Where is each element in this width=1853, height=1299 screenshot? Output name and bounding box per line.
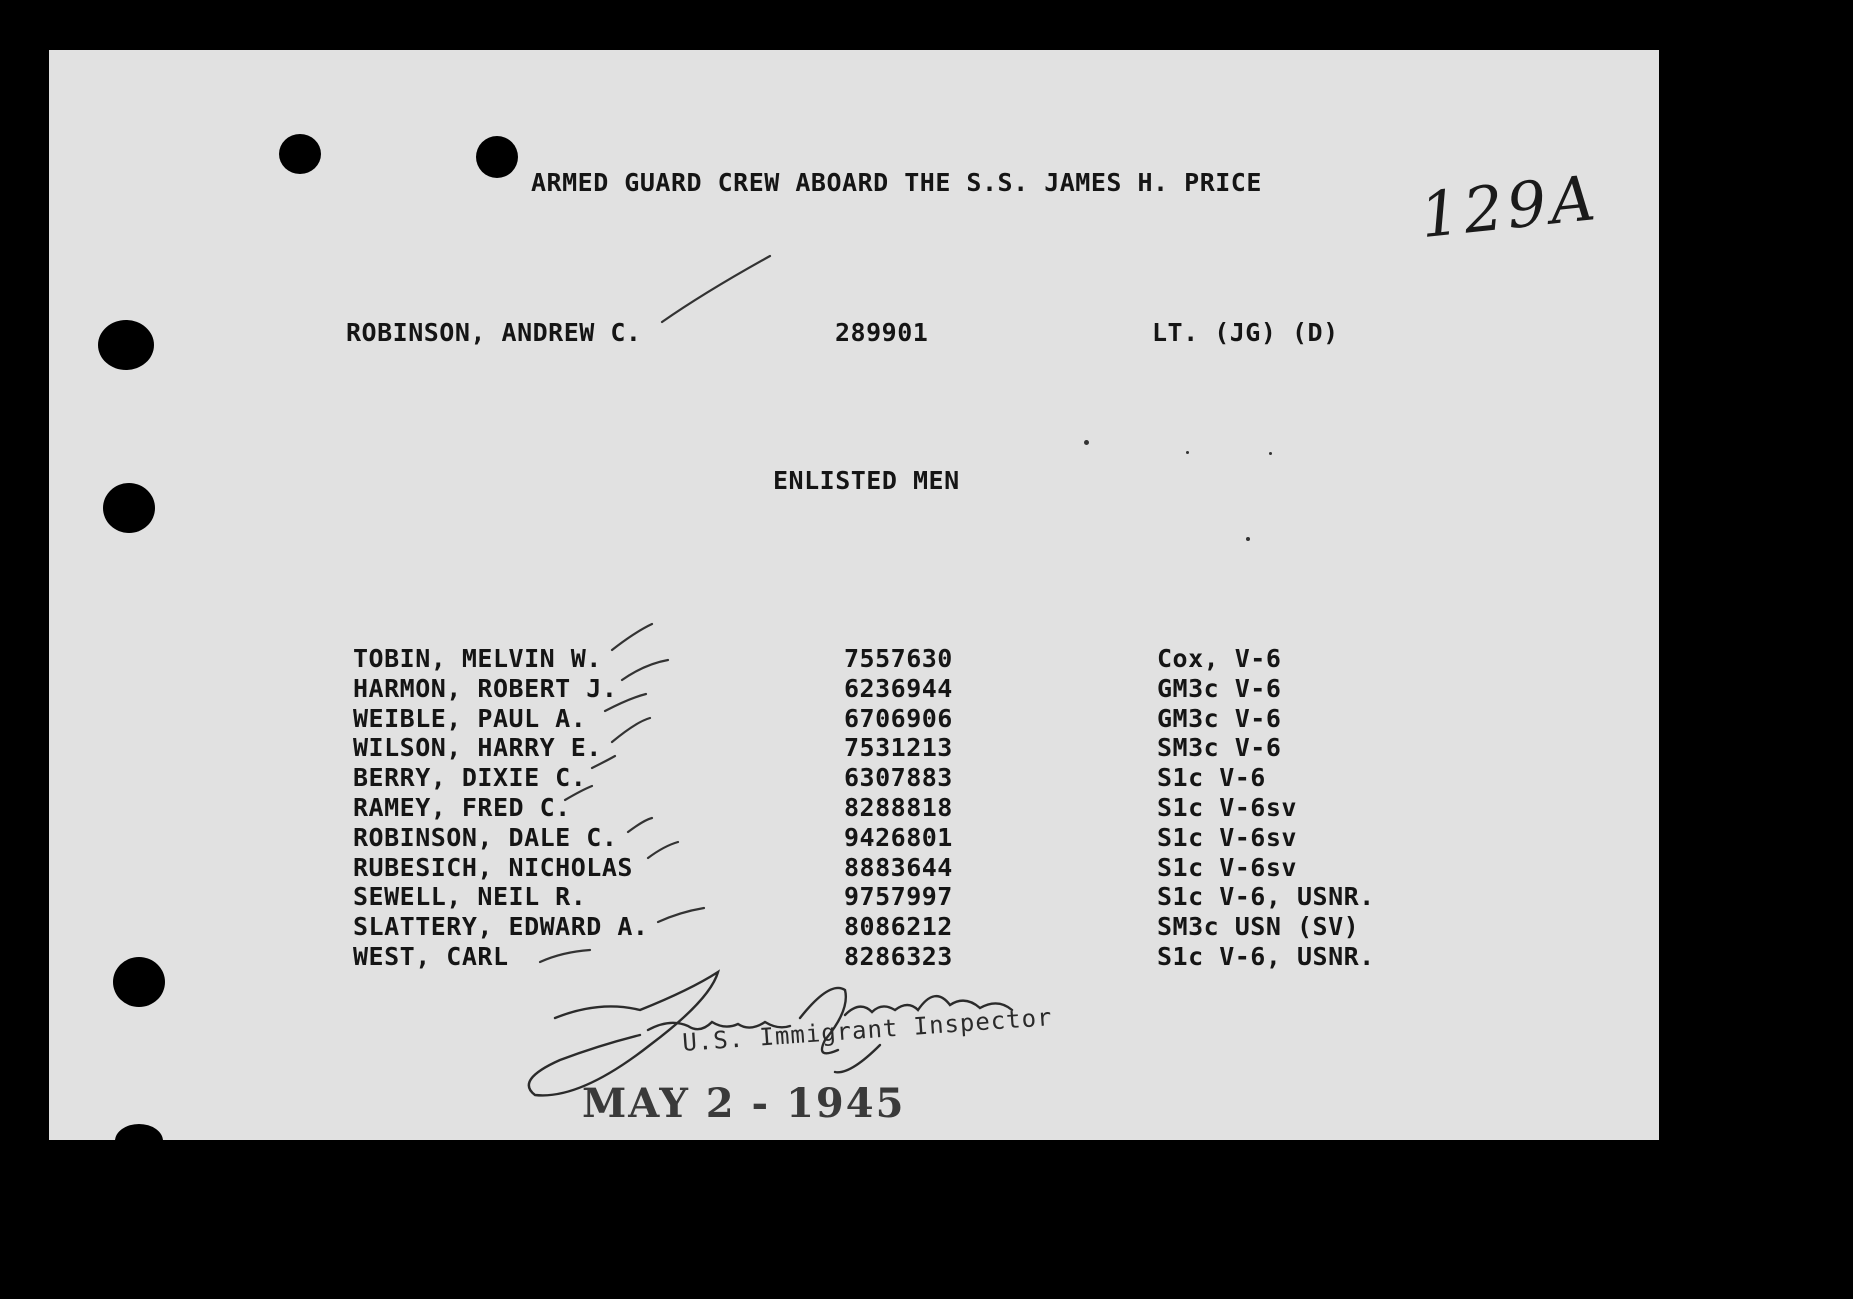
crew-service-number: 6307883 [844,763,953,793]
paper-speck [1186,451,1189,454]
crew-name: ROBINSON, DALE C. [353,822,618,852]
date-stamp: MAY 2 - 1945 [582,1080,906,1127]
list-item [353,674,1403,704]
document-page [49,50,1659,1140]
list-item [353,763,1403,793]
crew-name: WILSON, HARRY E. [353,733,602,763]
paper-speck [1084,440,1089,445]
paper-speck [1246,537,1250,541]
officer-name: ROBINSON, ANDREW C. [346,318,642,347]
list-item [353,704,1403,734]
list-item [353,793,1403,823]
crew-name: WEIBLE, PAUL A. [353,703,587,733]
crew-rate: S1c V-6sv [1157,822,1297,852]
crew-service-number: 8086212 [844,912,953,942]
list-item [353,912,1403,942]
crew-rate: S1c V-6sv [1157,852,1297,882]
document-title: ARMED GUARD CREW ABOARD THE S.S. JAMES H. PRICE [531,168,1262,197]
crew-rate: S1c V-6, USNR. [1157,941,1375,971]
crew-name: HARMON, ROBERT J. [353,673,618,703]
enlisted-men-list [353,644,1403,972]
list-item [353,644,1403,674]
punch-hole-left-3 [113,957,165,1007]
crew-rate: GM3c V-6 [1157,703,1282,733]
punch-hole-left-1 [98,320,154,370]
crew-name: SEWELL, NEIL R. [353,882,587,912]
list-item [353,823,1403,853]
crew-name: BERRY, DIXIE C. [353,763,587,793]
crew-service-number: 8288818 [844,792,953,822]
handwritten-document-number: 129A [1416,160,1603,253]
crew-rate: SM3c V-6 [1157,733,1282,763]
inspector-stamp: U.S. Immigrant Inspector [681,1003,1054,1057]
crew-rate: GM3c V-6 [1157,673,1282,703]
crew-service-number: 9426801 [844,822,953,852]
crew-service-number: 7557630 [844,644,953,673]
officer-service-number: 289901 [835,318,929,347]
punch-hole-bottom [115,1124,163,1158]
crew-service-number: 8883644 [844,852,953,882]
crew-service-number: 8286323 [844,941,953,971]
list-item [353,853,1403,883]
crew-name: TOBIN, MELVIN W. [353,644,602,673]
section-heading-enlisted: ENLISTED MEN [773,466,960,495]
crew-service-number: 6236944 [844,673,953,703]
crew-rate: S1c V-6 [1157,763,1266,793]
crew-rate: S1c V-6, USNR. [1157,882,1375,912]
crew-service-number: 6706906 [844,703,953,733]
crew-rate: Cox, V-6 [1157,644,1282,673]
officer-rank: LT. (JG) (D) [1152,318,1339,347]
list-item [353,733,1403,763]
list-item [353,882,1403,912]
list-item [353,942,1403,972]
crew-name: RAMEY, FRED C. [353,792,571,822]
crew-rate: S1c V-6sv [1157,792,1297,822]
crew-name: SLATTERY, EDWARD A. [353,912,649,942]
crew-name: RUBESICH, NICHOLAS [353,852,633,882]
crew-service-number: 7531213 [844,733,953,763]
punch-hole-left-2 [103,483,155,533]
crew-name: WEST, CARL [353,941,509,971]
crew-rate: SM3c USN (SV) [1157,912,1360,942]
paper-speck [1269,452,1272,455]
punch-hole-top-right [476,136,518,178]
crew-service-number: 9757997 [844,882,953,912]
punch-hole-top-left [279,134,321,174]
